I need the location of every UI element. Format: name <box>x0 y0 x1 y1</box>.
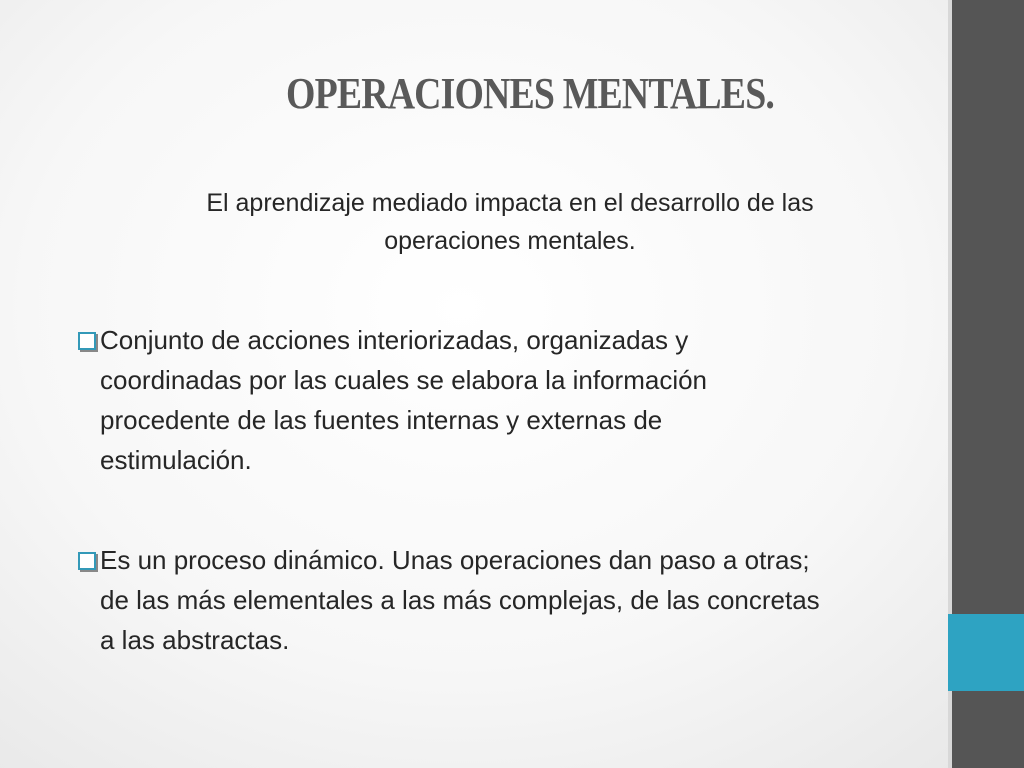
bullet-text-1 <box>78 320 958 480</box>
slide-title: OPERACIONES MENTALES. <box>286 69 774 118</box>
theme-sidebar <box>948 0 1024 768</box>
bullet-item-2 <box>78 540 958 660</box>
bullet-item-1 <box>78 320 958 480</box>
bullet-2-line-3: a las abstractas. <box>100 625 290 655</box>
bullet-1-line-3: procedente de las fuentes internas y externas de <box>100 405 663 435</box>
checkbox-bullet-icon <box>78 552 96 570</box>
bullet-1-line-2: coordinadas por las cuales se elabora la información <box>100 365 708 395</box>
slide-subtitle <box>110 184 910 260</box>
subtitle-line-1: El aprendizaje mediado impacta en el desarrollo de las <box>206 189 814 217</box>
sidebar-accent-block <box>948 614 1024 691</box>
checkbox-bullet-icon <box>78 332 96 350</box>
bullet-2-line-1: Es un proceso dinámico. Unas operaciones dan paso a otras; <box>100 545 810 575</box>
subtitle-line-2: operaciones mentales. <box>384 227 636 255</box>
bullet-2-line-2: de las más elementales a las más complejas, de las concretas <box>100 585 820 615</box>
bullet-text-2 <box>78 540 958 660</box>
bullet-1-line-4: estimulación. <box>100 445 252 475</box>
bullet-1-line-1: Conjunto de acciones interiorizadas, organizadas y <box>100 325 689 355</box>
